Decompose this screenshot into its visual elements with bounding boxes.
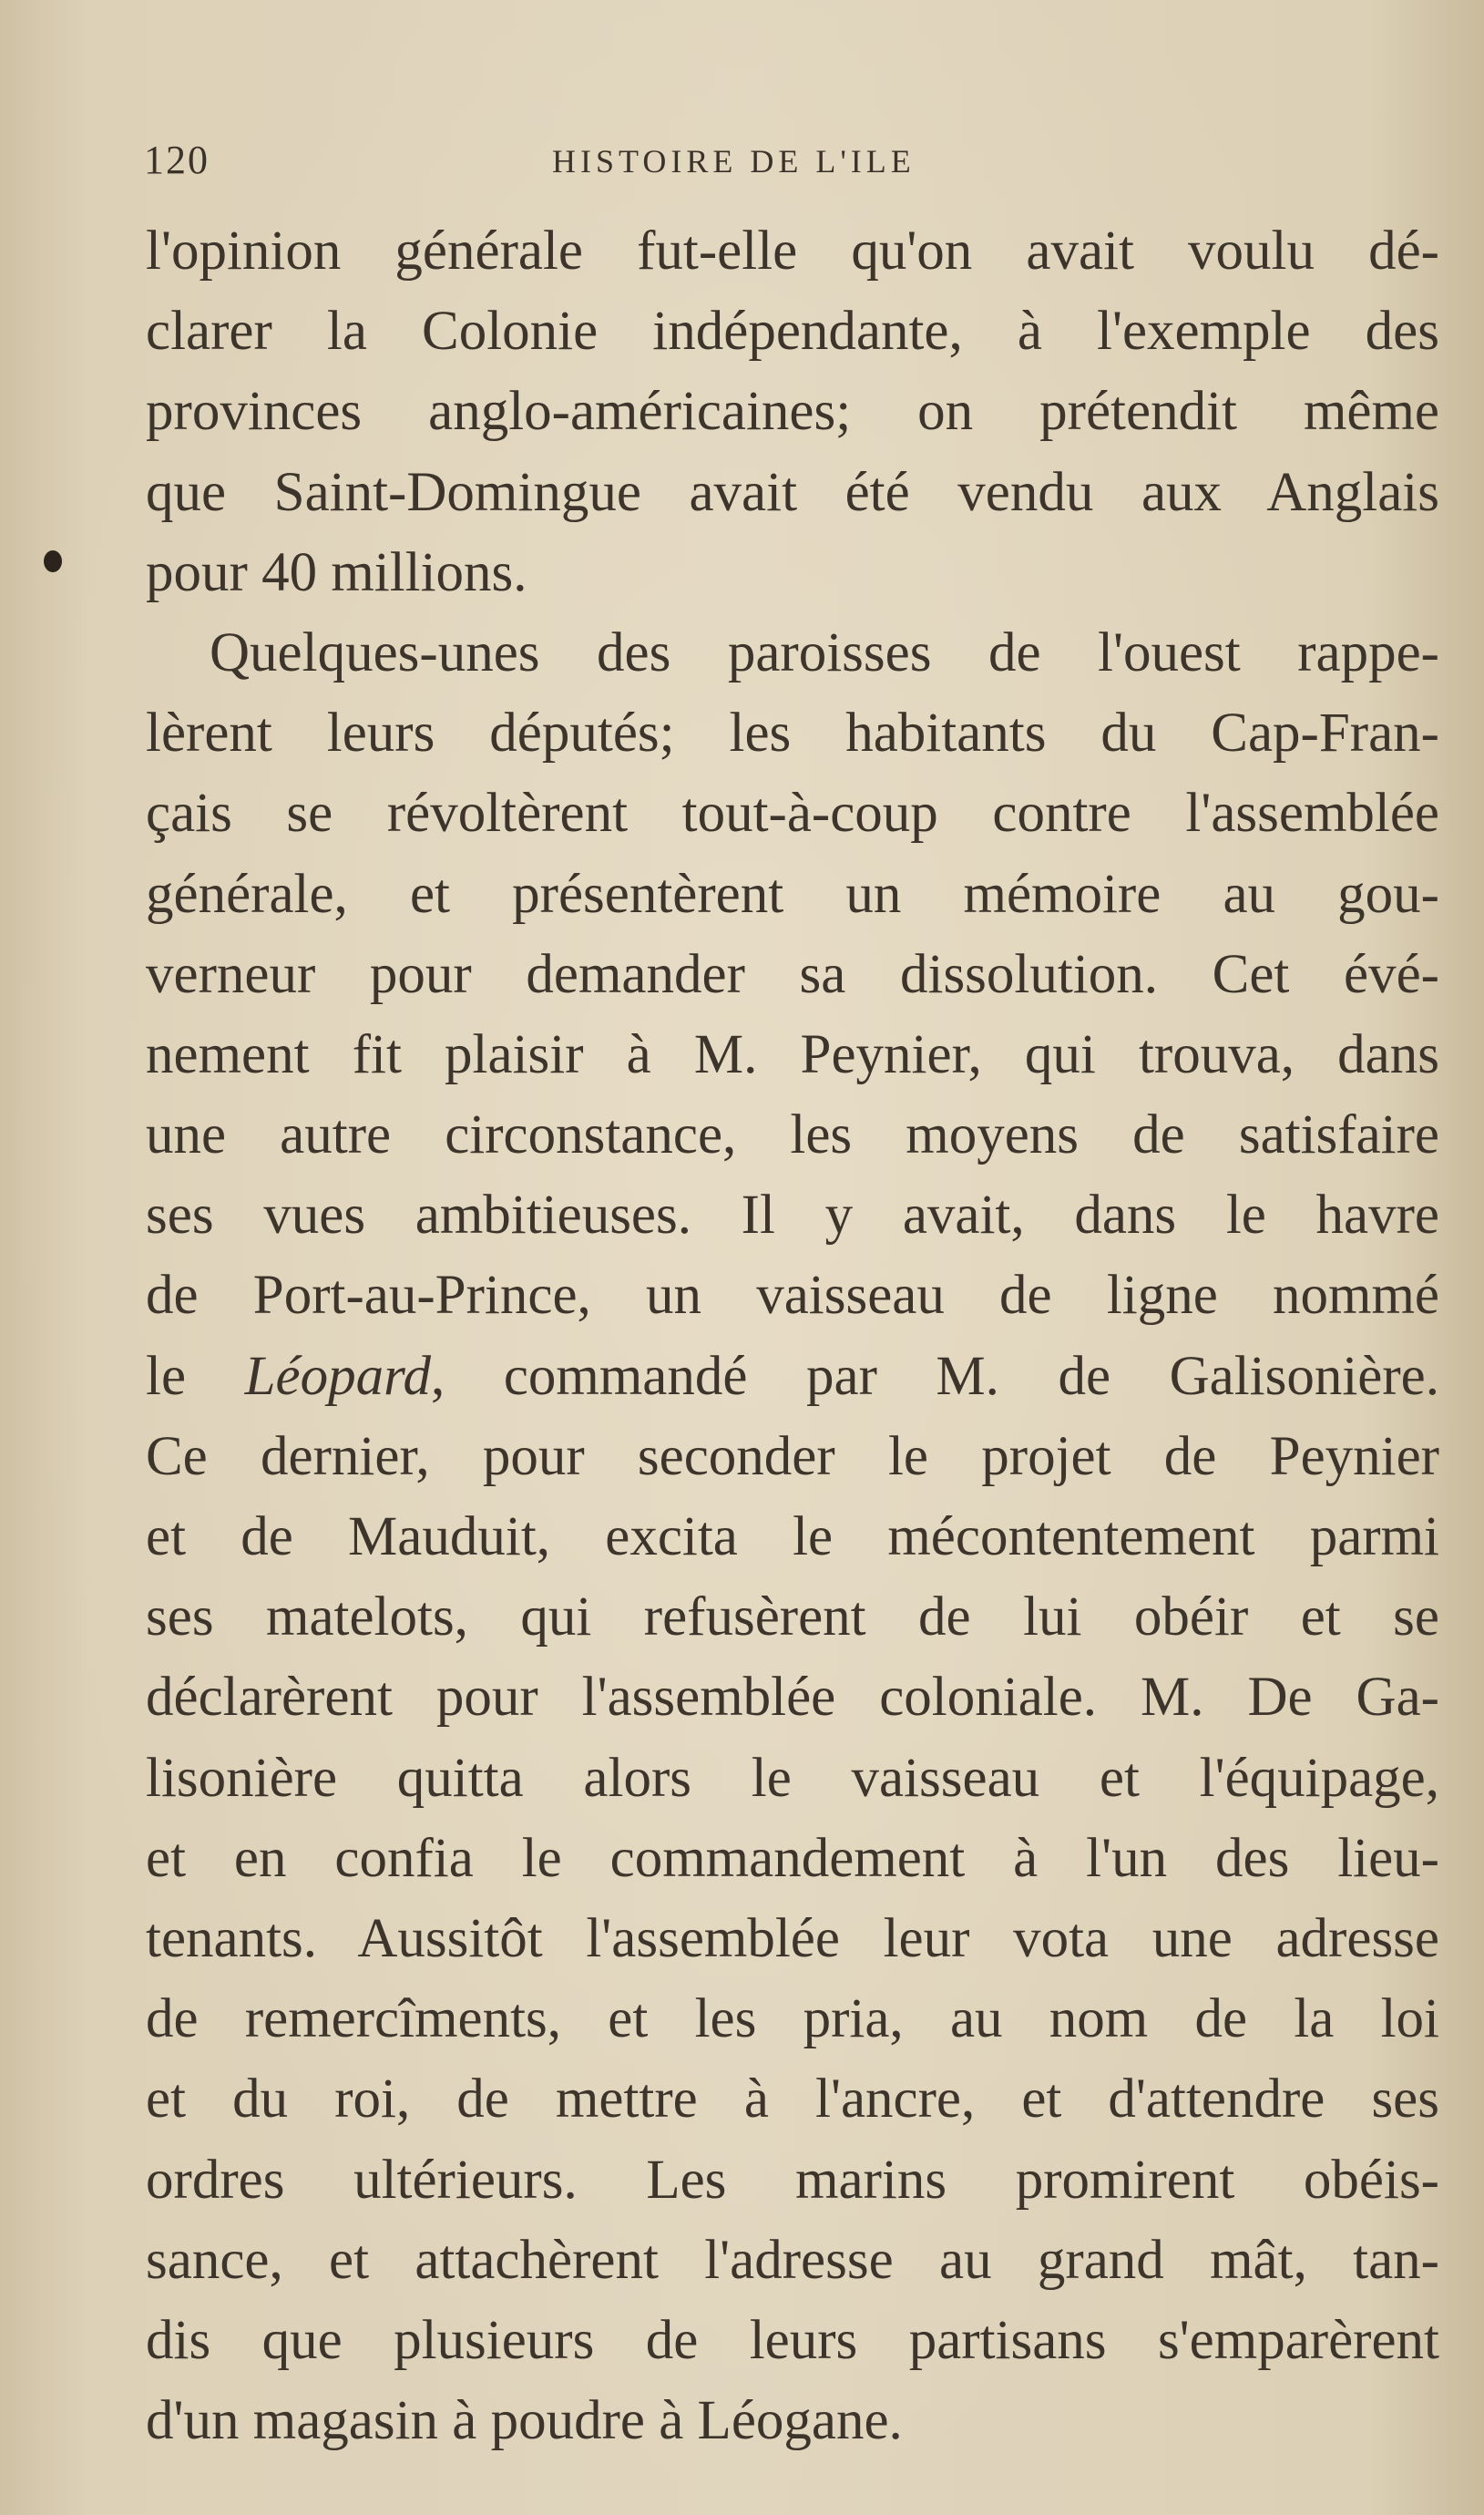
text-line-rest: , commandé par M. de Galisonière.	[431, 1345, 1439, 1407]
text-line: çais se révoltèrent tout-à-coup contre l'assemblée	[146, 783, 1439, 845]
text-line: de remercîments, et les pria, au nom de la loi	[146, 1988, 1439, 2050]
text-line: que Saint-Domingue avait été vendu aux Anglais	[146, 461, 1439, 523]
text-line: sance, et attachèrent l'adresse au grand mât, tan-	[146, 2229, 1439, 2291]
text-line: ses matelots, qui refusèrent de lui obéir et se	[146, 1586, 1439, 1648]
text-line: provinces anglo-américaines; on prétendit même	[146, 381, 1439, 443]
text-line: clarer la Colonie indépendante, à l'exemple des	[146, 301, 1439, 363]
text-line: pour 40 millions.	[146, 541, 527, 603]
text-line: lisonière quitta alors le vaisseau et l'équipage,	[146, 1747, 1439, 1809]
text-line: déclarèrent pour l'assemblée coloniale. M. De Ga-	[146, 1667, 1439, 1729]
text-line: Ce dernier, pour seconder le projet de Peynier	[146, 1425, 1439, 1487]
text-line: d'un magasin à poudre à Léogane.	[146, 2390, 903, 2452]
text-line: et de Mauduit, excita le mécontentement parmi	[146, 1506, 1439, 1567]
text-line: Quelques-unes des paroisses de l'ouest rappe-	[210, 621, 1439, 683]
text-line: et en confia le commandement à l'un des lieu-	[146, 1827, 1439, 1889]
ink-spot	[44, 550, 62, 572]
page-number: 120	[144, 138, 210, 182]
body-text	[146, 211, 1439, 2461]
ship-name: Léopard	[244, 1345, 432, 1407]
text-line: verneur pour demander sa dissolution. Cet évé-	[146, 943, 1439, 1005]
text-line: de Port-au-Prince, un vaisseau de ligne nommé	[146, 1265, 1439, 1327]
text-line: ses vues ambitieuses. Il y avait, dans le havre	[146, 1185, 1439, 1247]
text-line: nement fit plaisir à M. Peynier, qui trouva, dans	[146, 1023, 1439, 1085]
text-line: l'opinion générale fut-elle qu'on avait voulu dé-	[146, 221, 1439, 282]
text-line: générale, et présentèrent un mémoire au gou-	[146, 863, 1439, 925]
text-line: lèrent leurs députés; les habitants du Cap-Fran-	[146, 703, 1439, 765]
page-header	[144, 137, 1456, 191]
text-line: tenants. Aussitôt l'assemblée leur vota une adresse	[146, 1907, 1439, 1969]
text-line: dis que plusieurs de leurs partisans s'emparèrent	[146, 2309, 1439, 2371]
text-line: une autre circonstance, les moyens de satisfaire	[146, 1104, 1439, 1166]
text-line-start: le	[146, 1345, 245, 1407]
text-line: ordres ultérieurs. Les marins promirent obéis-	[146, 2149, 1439, 2211]
text-line	[146, 1337, 1439, 1417]
text-line: et du roi, de mettre à l'ancre, et d'attendre ses	[146, 2068, 1439, 2130]
running-head: HISTOIRE DE L'ILE	[552, 143, 916, 180]
